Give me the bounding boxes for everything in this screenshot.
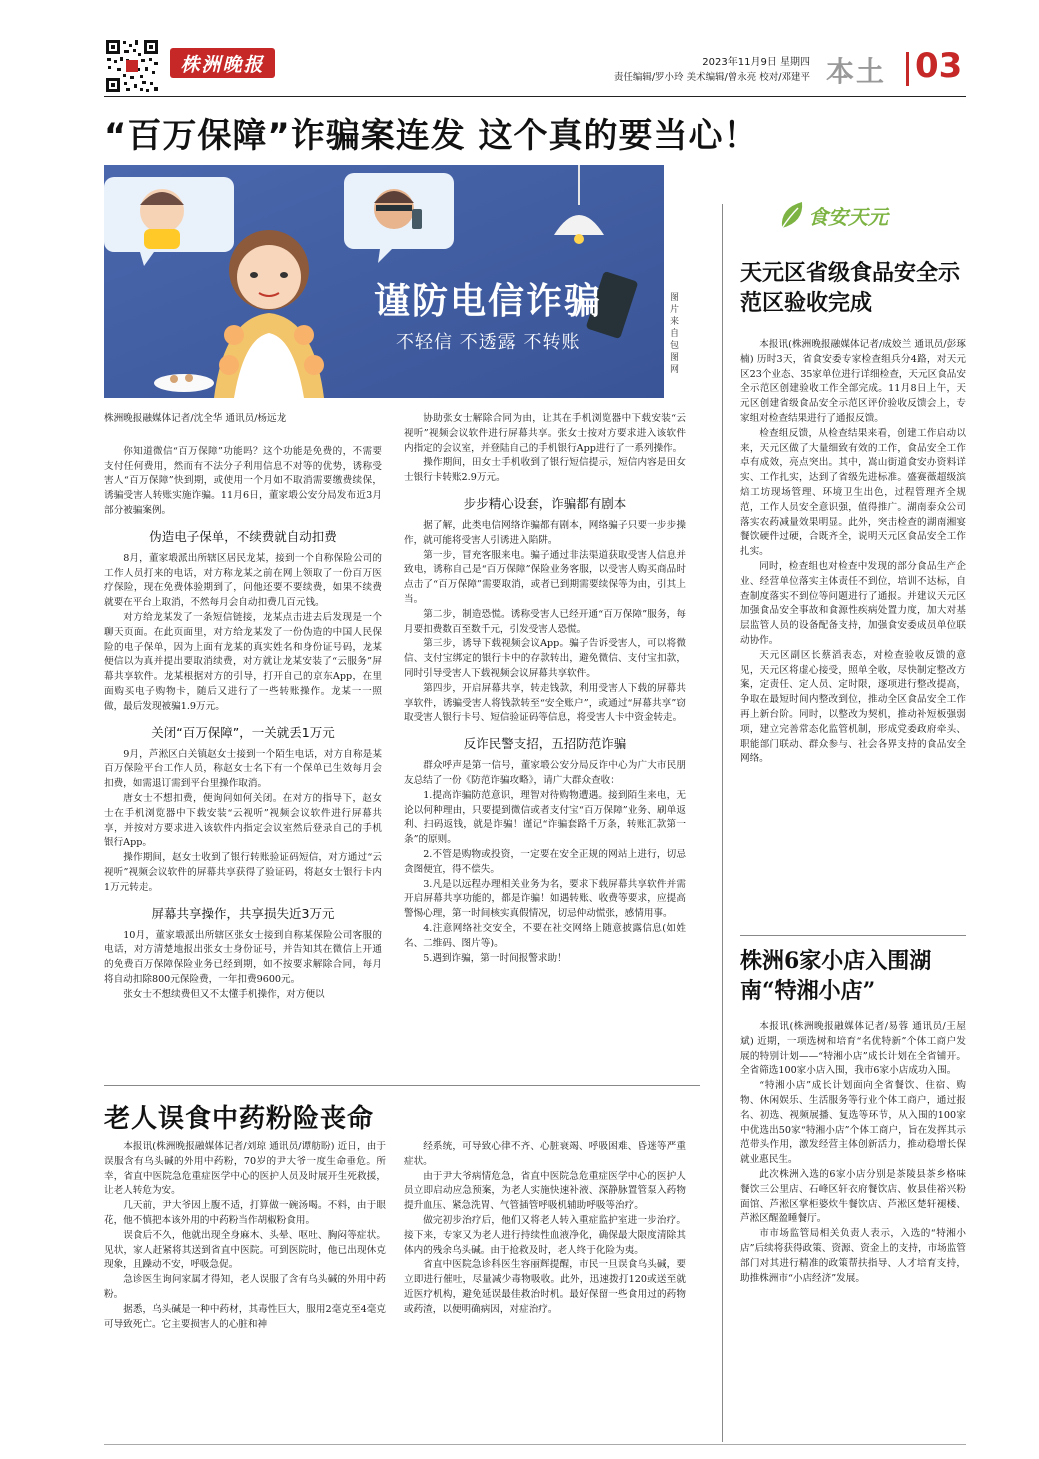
food-safety-logo (778, 200, 888, 230)
paragraph: 10月，董家塅派出所辖区张女士接到自称某保险公司客服的电话，对方清楚地报出张女士身份证号，并告知其在微信上开通的免费百万保障保险业务已经到期，如不按要求解除合同，每月将自动扣除800元保险费，一年扣费9600元。 (104, 929, 382, 985)
paragraph: 几天前，尹大爷因上腹不适，打算做一碗汤喝。不料，由于眼花，他不慎把本该外用的中药粉当作胡椒粉食用。 (104, 1200, 386, 1226)
right-article-2 (740, 1020, 966, 1286)
banner-subtitle: 不轻信 不透露 不转账 (396, 332, 581, 353)
paragraph: 同时，检查组也对检查中发现的部分食品生产企业、经营单位落实主体责任不到位，培训不达标，自查制度落实不到位等问题进行了通报。并建议天元区加强食品安全事故和食源性疾病处置力度，加大对基层监管人员的设备配备支持，加强食安委成员单位联动协作。 (740, 560, 966, 646)
section-divider (906, 52, 909, 86)
paragraph: 第三步，诱导下载视频会议App。骗子告诉受害人，可以将微信、支付宝绑定的银行卡中的存款转出，避免微信、支付宝扣款，同时引导受害人下载视频会议屏幕共享软件。 (404, 638, 686, 679)
paragraph: 市市场监管局相关负责人表示，入选的“特湘小店”后续将获得政策、资源、资金上的支持，市场监管部门对其进行精准的政策帮扶指导、人才培育支持，助推株洲市“小店经济”发展。 (740, 1228, 966, 1284)
main-headline: “百万保障”诈骗案连发 这个真的要当心！ (104, 116, 759, 156)
second-article-col1 (104, 1140, 386, 1332)
column-separator (722, 204, 723, 1442)
subheading: 关闭“百万保障”，一关就丢1万元 (151, 724, 335, 740)
paragraph: 急诊医生询问家属才得知，老人误服了含有乌头碱的外用中药粉。 (104, 1274, 386, 1300)
anti-fraud-banner (104, 165, 664, 398)
paper-logo (170, 48, 275, 78)
paragraph: 2.不管是购物或投资，一定要在安全正规的网站上进行，切忌贪图便宜，得不偿失。 (404, 848, 686, 875)
right-headline-1: 天元区省级食品安全示范区验收完成 (740, 260, 961, 316)
paragraph: 5.遇到诈骗，第一时间报警求助！ (423, 952, 567, 964)
paragraph: 1.提高诈骗防范意识，理智对待购物遭遇。接到陌生来电，无论以何种理由，只要提到微信或者支付宝“百万保障”业务、刷单返利、扫码返钱，就是诈骗！谨记“诈骗套路千万条，转账汇款第一条”的原则。 (404, 789, 686, 846)
second-article-rule (104, 1085, 700, 1086)
paragraph: 唐女士不想扣费，便询问如何关闭。在对方的指导下，赵女士在手机浏览器中下载安装“云视听”视频会议软件进行屏幕共享，并按对方要求进入该软件内指定会议室然后登录自己的手机银行App。 (104, 792, 382, 849)
leaf-icon (778, 200, 806, 230)
paragraph: 误食后不久，他就出现全身麻木、头晕、呕吐、胸闷等症状。见状，家人赶紧将其送到省直中医院。可到医院时，他已出现休克现象，且躁动不安，呼吸急促。 (104, 1229, 386, 1271)
paragraph: 群众呼声是第一信号，董家塅公安分局反诈中心为广大市民朋友总结了一份《防范诈骗攻略》，请广大群众查收： (404, 760, 686, 786)
paragraph: 省直中医院急诊科医生容丽辉提醒，市民一旦误食乌头碱，要立即进行催吐，尽量减少毒物吸收。此外，迅速拨打120或送至就近医疗机构，避免延误最佳救治时机。最好保留一些食用过的药物或药渣，以便明确病因，对症治疗。 (404, 1259, 686, 1315)
subheading: 屏幕共享操作，共享损失近3万元 (151, 905, 335, 921)
paragraph: 9月，芦淞区白关镇赵女士接到一个陌生电话，对方自称是某百万保险平台工作人员，称赵女士名下有一个保单已生效每月会扣费，如需退订需到平台里操作取消。 (104, 748, 382, 790)
paragraph: 本报讯(株洲晚报融媒体记者/易蓉 通讯员/王屋斌) 近期，一项选树和培育“名优特新”个体工商户发展的特别计划——“特湘小店”成长计划在全省铺开。全省筛选100家小店入围，我市6家小店成功入围。 (740, 1021, 966, 1077)
paragraph: “特湘小店”成长计划面向全省餐饮、住宿、购物、休闲娱乐、生活服务等行业个体工商户，通过报名、初选、视频展播、复选等环节，从入围的100家中优选出50家“特湘小店”个体工商户，旨在发挥其示范带头作用，激发经营主体创新活力，推动稳增长保就业惠民生。 (740, 1080, 966, 1166)
paragraph: 此次株洲入选的6家小店分别是茶陵县茶乡格味餐饮三公里店、石峰区轩衣府餐饮店、攸县佳裕兴粉面馆、芦淞区掌柜婆炊牛餐饮店、芦淞区楚轩褪楼、芦淞区醒盈睡餐厅。 (740, 1168, 966, 1225)
paragraph: 第一步，冒充客服来电。骗子通过非法渠道获取受害人信息并致电，诱称自己是“百万保障”保险业务客服，以受害人购买商品时点击了“百万保障”需要取消，或者已到期需要续保等为由，引其上当。 (404, 549, 686, 605)
subheading: 反诈民警支招，五招防范诈骗 (463, 736, 627, 752)
paragraph: 张女士不想续费但又不太懂手机操作，对方便以 (123, 988, 325, 1000)
right-article-1 (740, 338, 966, 767)
section-name: 本土 (826, 55, 887, 88)
bottom-rule (104, 1444, 966, 1445)
second-article-col2 (404, 1140, 686, 1318)
paragraph: 据了解，此类电信网络诈骗都有剧本，网络骗子只要一步步操作，就可能将受害人引诱进入陷阱。 (404, 519, 686, 546)
paragraph: 3.凡是以远程办理相关业务为名，要求下载屏幕共享软件并需开启屏幕共享功能的，都是诈骗！如遇转账、收费等要求，应提高警惕心理，第一时间核实真假情况，切忌仲动慌张，感情用事。 (404, 878, 686, 920)
paragraph: 你知道微信“百万保障”功能吗？这个功能是免费的，不需要支付任何费用，然而有不法分子利用信息不对等的优势，诱称受害人“百万保障”快到期，或使用一个月如不取消需要缴费续保，诱骗受害人转账实施诈骗。11月6日，董家塅公安分局发布近3月部分被骗案例。 (104, 445, 382, 516)
paragraph: 经系统，可导致心律不齐、心脏衰竭、呼吸困难、昏迷等严重症状。 (404, 1141, 686, 1167)
editor-credits: 责任编辑/罗小玲 美术编辑/曾永亮 校对/邓建平 (613, 72, 810, 83)
paragraph: 8月，董家塅派出所辖区居民龙某，接到一个自称保险公司的工作人员打来的电话，对方称龙某之前在网上领取了一份百万医疗保险，现在免费体验期到了，问他还要不要续费，如果不续费就要在平台上取消，不然每月会自动扣费几百元钱。 (104, 552, 382, 609)
second-headline: 老人误食中药粉险丧命 (104, 1104, 375, 1134)
paragraph: 本报讯(株洲晚报融媒体记者/成姣兰 通讯员/彭琢楠) 历时3天，省食安委专家检查组兵分4路，对天元区23个业态、35家单位进行详细检查，天元区食品安全示范区创建验收工作全部完成。11月8日上午，天元区创建省级食品安全示范区评价验收反馈会上，专家组对检查结果进行了通报反馈。 (740, 339, 966, 424)
paragraph: 第二步，制造恐慌。诱称受害人已经开通“百万保障”服务，每月要扣费数百至数千元，引发受害人恐慌。 (404, 608, 686, 635)
issue-date: 2023年11月9日 星期四 (702, 57, 810, 68)
masthead-rule (104, 96, 966, 97)
main-article-col2 (404, 412, 686, 966)
main-article-col1 (104, 412, 382, 1003)
page-number: 03 (915, 46, 963, 86)
paragraph: 天元区副区长蔡滔表态，对检查验收反馈的意见，天元区将虚心接受，照单全收，尽快制定整改方案，定责任、定人员、定时限，逐项进行整改提高，争取在最短时间内整改到位，推动全区食品安全工作再上新台阶。同时，以整改为契机，推动补短板强弱项，建立完善常态化监管机制，形成党委政府牵头、职能部门联动、群众参与、社会各界支持的食品安全网络。 (740, 649, 966, 765)
photo-credit: 图片来自包图网 (670, 293, 680, 375)
paragraph: 本报讯(株洲晚报融媒体记者/刘琼 通讯员/谭舫盼) 近日，由于误服含有乌头碱的外用中药粉，70岁的尹大爷一度生命垂危。所幸，省直中医院急危重症医学中心的医护人员及时展开生死救援，让老人转危为安。 (104, 1141, 386, 1197)
subheading: 步步精心设套，诈骗都有剧本 (463, 495, 627, 511)
paragraph: 操作期间，赵女士收到了银行转账验证码短信，对方通过“云视听”视频会议软件的屏幕共享获得了验证码，将赵女士银行卡内1万元转走。 (104, 852, 382, 893)
paragraph: 做完初步治疗后，他们又将老人转入重症监护室进一步治疗。接下来，专家又为老人进行持续性血液净化，确保最大限度清除其体内的残余乌头碱。由于抢救及时，老人终于化险为夷。 (404, 1214, 686, 1256)
paragraph: 协助张女士解除合同为由，让其在手机浏览器中下载安装“云视听”视频会议软件进行屏幕共享。张女士按对方要求进入该软件内指定的会议室，并登陆自己的手机银行App进行了一系列操作。 (404, 413, 686, 454)
paragraph: 对方给龙某发了一条短信链接，龙某点击进去后发现是一个聊天页面。在此页面里，对方给龙某发了一份伪造的中国人民保险的电子保单，因为上面有龙某的真实姓名和身份证号码，龙某便信以为真并提出要取消续费，对方就让龙某安装了“云服务”屏幕共享软件。龙某根据对方的引导，打开自己的京东App，在里面购买电子购物卡，随后又进行了一些转账操作。龙某一一照做，最后发现被骗1.9万元。 (104, 611, 382, 712)
banner-title: 谨防电信诈骗 (374, 281, 603, 322)
right-headline-2: 株洲6家小店入围湖南“特湘小店” (740, 948, 932, 1004)
right-article-rule (740, 935, 966, 936)
paragraph: 由于尹大爷病情危急，省直中医院急危重症医学中心的医护人员立即启动应急预案，为老人实施快速补液、深静脉置管泵入药物提升血压、紧急洗胃、气管插管呼吸机辅助呼吸等治疗。 (404, 1170, 686, 1212)
paragraph: 操作期间，田女士手机收到了银行短信提示，短信内容是田女士银行卡转账2.9万元。 (404, 457, 686, 484)
logo-text: 食安天元 (808, 204, 888, 229)
main-byline: 株洲晚报融媒体记者/沈全华 通讯员/杨远龙 (104, 413, 287, 424)
paper-name: 株洲晚报 (180, 53, 265, 76)
paragraph: 检查组反馈，从检查结果来看，创建工作启动以来，天元区做了大量细致有效的工作，食品安全工作卓有成效，亮点突出。其中，嵩山街道食安办资料详实、工作扎实，达到了省级先进标准。盛赛薇超级滨焙工坊现场管理、环境卫生出色，过程管理齐全规范，工作人员安全意识强，值得推广。湖南泰众公司落实农药减量效果明显。此外，突击检查的湖南湘宴餐饮硬件过硬，合既齐全，说明天元区食品安全工作扎实。 (740, 427, 966, 558)
qr-code (104, 38, 160, 94)
subheading: 伪造电子保单，不续费就自动扣费 (149, 528, 337, 544)
paragraph: 第四步，开启屏幕共享，转走钱款，利用受害人下载的屏幕共享软件，诱骗受害人将钱款转至“安全账户”，或通过“屏幕共享”窃取受害人银行卡号、短信验证码等信息，将受害人卡中资金转走。 (404, 682, 686, 724)
paragraph: 4.注意网络社交安全，不要在社交网络上随意披露信息(如姓名、二维码、图片等)。 (404, 922, 686, 949)
paragraph: 据悉，乌头碱是一种中药材，其毒性巨大，服用2毫克至4毫克可导致死亡。它主要损害人的心脏和神 (104, 1303, 386, 1330)
